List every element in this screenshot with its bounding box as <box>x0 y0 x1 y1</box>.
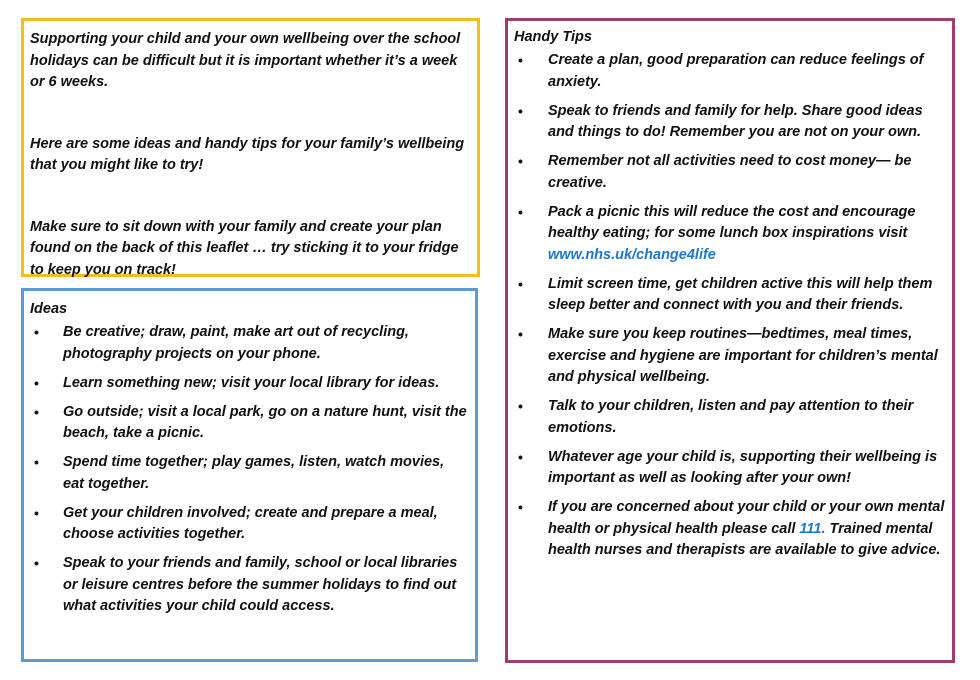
bullet-icon: • <box>518 398 523 414</box>
list-item <box>514 447 948 490</box>
idea-text: Learn something new; visit your local library for ideas. <box>63 374 440 391</box>
list-item <box>30 452 469 495</box>
idea-text: Spend time together; play games, listen, watch movies, eat together. <box>63 454 445 492</box>
bullet-icon: • <box>518 52 523 68</box>
ideas-list <box>30 322 469 618</box>
list-item <box>514 202 948 267</box>
bullet-icon: • <box>34 454 39 470</box>
list-item <box>514 497 948 562</box>
list-item <box>30 322 469 365</box>
bullet-icon: • <box>518 326 523 342</box>
tip-text: Trained mental health nurses and therapists are available to give advice. <box>548 520 941 558</box>
bullet-icon: • <box>34 374 39 391</box>
phone-111-link[interactable]: 111. <box>799 520 826 537</box>
bullet-icon: • <box>34 324 39 340</box>
tips-heading: Handy Tips <box>514 29 592 45</box>
list-item <box>514 151 948 194</box>
bullet-icon: • <box>518 153 523 169</box>
intro-paragraph: Here are some ideas and handy tips for your family’s wellbeing that you might like to try! <box>30 135 465 173</box>
bullet-icon: • <box>518 448 523 465</box>
list-item <box>30 402 469 445</box>
tip-text: Make sure you keep routines—bedtimes, meal times, exercise and hygiene are important for children’s mental and physical wellbeing. <box>548 326 938 385</box>
tip-text: Remember not all activities need to cost money— be creative. <box>548 153 912 191</box>
list-item <box>514 324 948 389</box>
idea-text: Speak to your friends and family, school or local libraries or leisure centres before the summer holidays to find out what activities your child could access. <box>63 555 458 614</box>
tip-text: Pack a picnic this will reduce the cost and encourage healthy eating; for some lunch box inspirations visit <box>548 203 916 241</box>
tip-text: Talk to your children, listen and pay attention to their emotions. <box>548 398 914 436</box>
bullet-icon: • <box>34 555 39 571</box>
tip-text: Whatever age your child is, supporting their wellbeing is important as well as looking after your own! <box>548 448 938 486</box>
intro-paragraph: Supporting your child and your own wellbeing over the school holidays can be difficult but it is important whether it’s a week or 6 weeks. <box>30 31 461 90</box>
tip-text: Create a plan, good preparation can reduce feelings of anxiety. <box>548 52 924 90</box>
bullet-icon: • <box>518 275 523 292</box>
idea-text: Go outside; visit a local park, go on a nature hunt, visit the beach, take a picnic. <box>63 403 467 441</box>
handy-tips-box <box>505 18 955 663</box>
ideas-heading: Ideas <box>30 301 68 317</box>
list-item <box>514 274 948 317</box>
list-item <box>30 373 469 395</box>
bullet-icon: • <box>34 403 39 420</box>
list-item <box>30 503 469 546</box>
bullet-icon: • <box>518 499 523 515</box>
intro-box <box>21 18 480 277</box>
tip-text: Limit screen time, get children active this will help them sleep better and connect with you and their friends. <box>548 275 933 313</box>
bullet-icon: • <box>518 102 523 119</box>
tip-text: If you are concerned about your child or your own mental health or physical health please call <box>548 499 945 537</box>
bullet-icon: • <box>34 504 39 521</box>
intro-paragraph: Make sure to sit down with your family and create your plan found on the back of this leaflet … try sticking it to your fridge to keep you on track! <box>30 218 459 278</box>
list-item <box>30 553 469 618</box>
list-item <box>514 396 948 439</box>
change4life-link[interactable]: www.nhs.uk/change4life <box>548 246 716 263</box>
bullet-icon: • <box>518 203 523 220</box>
tip-text: Speak to friends and family for help. Share good ideas and things to do! Remember you are not on your own. <box>548 102 923 140</box>
idea-text: Be creative; draw, paint, make art out of recycling, photography projects on your phone. <box>63 324 409 362</box>
list-item <box>514 101 948 144</box>
ideas-box <box>21 288 478 662</box>
tips-list <box>514 50 948 562</box>
idea-text: Get your children involved; create and prepare a meal, choose activities together. <box>63 504 438 542</box>
list-item <box>514 50 948 93</box>
